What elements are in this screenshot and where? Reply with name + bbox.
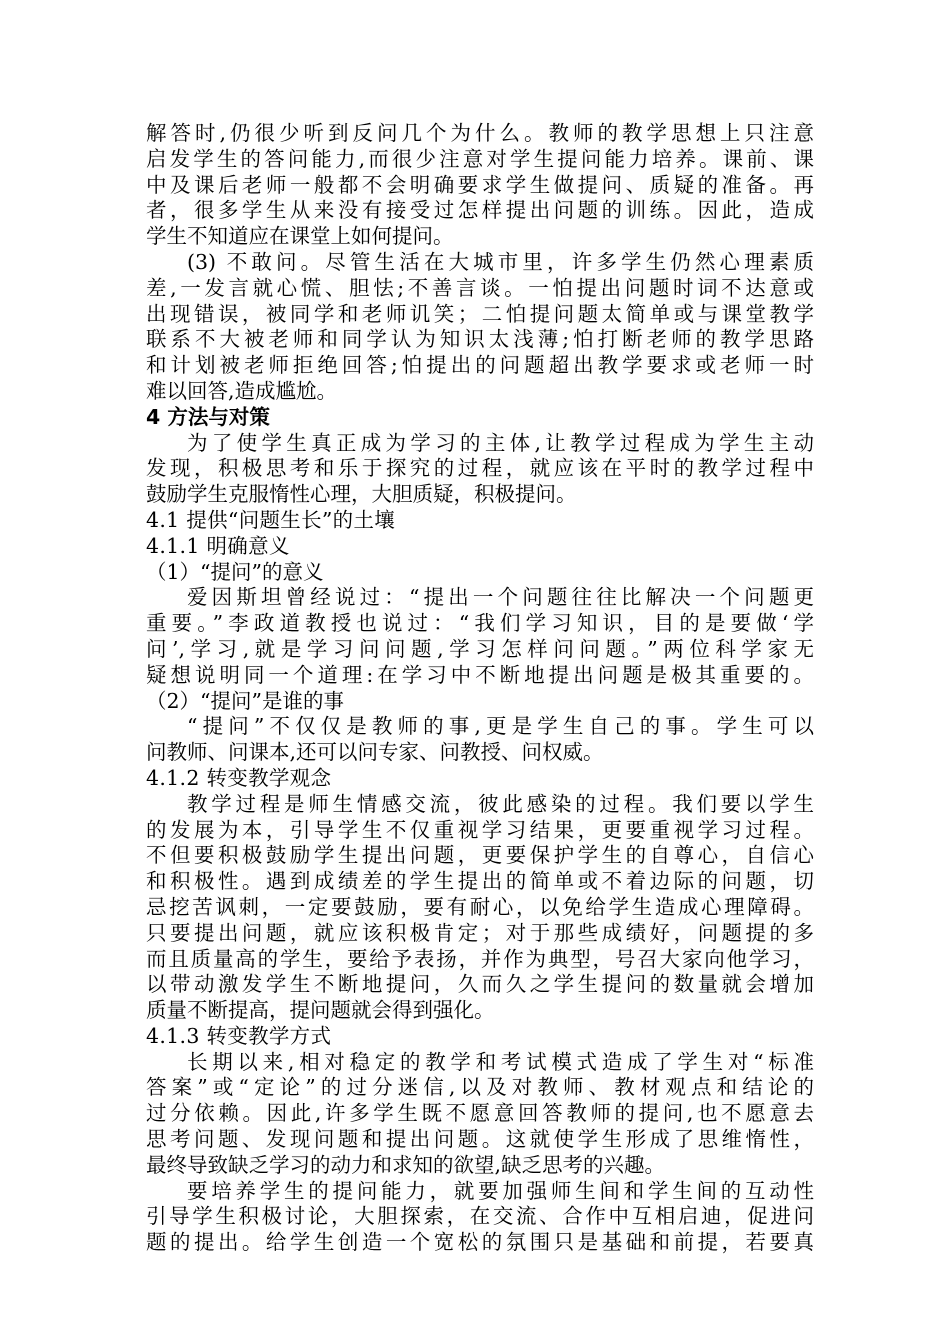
text-line: 者，很多学生从来没有接受过怎样提出问题的训练。因此，造成: [146, 198, 814, 223]
text-line: 为了使学生真正成为学习的主体,让教学过程成为学生主动: [187, 430, 814, 455]
text-line: 忌挖苦讽刺，一定要鼓励，要有耐心，以免给学生造成心理障碍。: [146, 894, 814, 919]
document-body: [146, 121, 814, 1256]
text-line: (3) 不敢问。尽管生活在大城市里，许多学生仍然心理素质: [187, 249, 814, 274]
text-line: 质量不断提高，提问题就会得到强化。: [146, 998, 495, 1023]
text-line: 爱因斯坦曾经说过：“提出一个问题往往比解决一个问题更: [187, 585, 814, 610]
text-line: 只要提出问题，就应该积极肯定；对于那些成绩好，问题提的多: [146, 920, 814, 945]
subsection-heading: 4.1.1 明确意义: [146, 533, 290, 558]
text-line: 启发学生的答问能力,而很少注意对学生提问能力培养。课前、课: [146, 146, 814, 171]
text-line: （2）“提问”是谁的事: [146, 688, 345, 713]
text-line: 题的提出。给学生创造一个宽松的氛围只是基础和前提，若要真: [146, 1230, 814, 1255]
text-line: 思考问题、发现问题和提出问题。这就使学生形成了思维惰性，: [146, 1127, 814, 1152]
subsection-heading: 4.1.2 转变教学观念: [146, 765, 332, 790]
text-line: 中及课后老师一般都不会明确要求学生做提问、质疑的准备。再: [146, 172, 814, 197]
text-line: 联系不大被老师和同学认为知识太浅薄;怕打断老师的教学思路: [146, 327, 814, 352]
text-line: 疑想说明同一个道理:在学习中不断地提出问题是极其重要的。: [146, 662, 814, 687]
text-line: 和积极性。遇到成绩差的学生提出的简单或不着边际的问题，切: [146, 869, 814, 894]
text-line: 问’,学习,就是学习问问题,学习怎样问问题。”两位科学家无: [146, 636, 814, 661]
text-line: 引导学生积极讨论，大胆探索，在交流、合作中互相启迪，促进问: [146, 1204, 814, 1229]
text-line: 解答时,仍很少听到反问几个为什么。教师的教学思想上只注意: [146, 121, 814, 145]
subsection-heading: 4.1 提供“问题生长”的土壤: [146, 507, 396, 532]
text-line: 问教师、问课本,还可以问专家、问教授、问权威。: [146, 740, 604, 765]
section-heading: 4 方法与对策: [146, 404, 270, 429]
text-line: 发现，积极思考和乐于探究的过程，就应该在平时的教学过程中: [146, 456, 814, 481]
text-line: 长期以来,相对稳定的教学和考试模式造成了学生对“标准: [187, 1049, 814, 1074]
text-line: “提问”不仅仅是教师的事,更是学生自己的事。学生可以: [187, 714, 814, 739]
text-line: 教学过程是师生情感交流，彼此感染的过程。我们要以学生: [187, 791, 814, 816]
text-line: 要培养学生的提问能力，就要加强师生间和学生间的互动性: [187, 1178, 814, 1203]
text-line: 的发展为本，引导学生不仅重视学习结果，更要重视学习过程。: [146, 817, 814, 842]
text-line: 过分依赖。因此,许多学生既不愿意回答教师的提问,也不愿意去: [146, 1101, 814, 1126]
text-line: 出现错误，被同学和老师讥笑；二怕提问题太简单或与课堂教学: [146, 301, 814, 326]
text-line: 最终导致缺乏学习的动力和求知的欲望,缺乏思考的兴趣。: [146, 1152, 666, 1177]
text-line: 学生不知道应在课堂上如何提问。: [146, 224, 454, 249]
subsection-heading: 4.1.3 转变教学方式: [146, 1023, 332, 1048]
text-line: 和计划被老师拒绝回答;怕提出的问题超出教学要求或老师一时: [146, 353, 814, 378]
text-line: 答案”或“定论”的过分迷信,以及对教师、教材观点和结论的: [146, 1075, 814, 1100]
text-line: 鼓励学生克服惰性心理，大胆质疑，积极提问。: [146, 482, 577, 507]
text-line: 差,一发言就心慌、胆怯;不善言谈。一怕提出问题时词不达意或: [146, 275, 814, 300]
text-line: 重要。”李政道教授也说过：“我们学习知识，目的是要做‘学: [146, 611, 814, 636]
text-line: 难以回答,造成尴尬。: [146, 378, 338, 403]
text-line: 而且质量高的学生，要给予表扬，并作为典型，号召大家向他学习，: [146, 946, 814, 971]
text-line: 以带动激发学生不断地提问，久而久之学生提问的数量就会增加: [146, 972, 814, 997]
text-line: 不但要积极鼓励学生提出问题，更要保护学生的自尊心，自信心: [146, 843, 814, 868]
text-line: （1）“提问”的意义: [146, 559, 324, 584]
